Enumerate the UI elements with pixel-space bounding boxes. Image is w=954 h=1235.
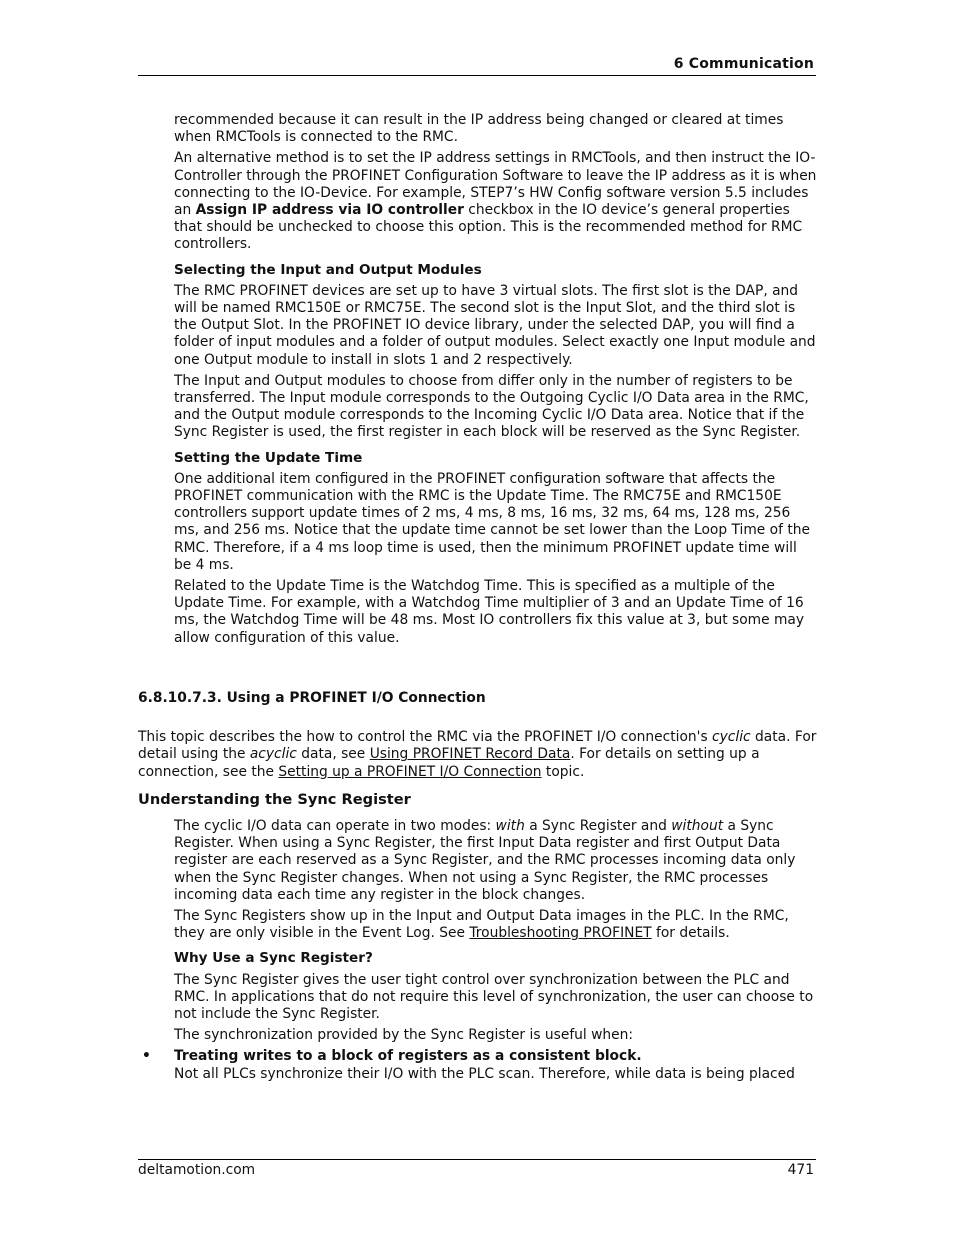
paragraph: The RMC PROFINET devices are set up to have 3 virtual slots. The first slot is the DAP, and will be named RMC150E or RMC75E. The second slot is the Input Slot, and the third slot is the Output Slot. In the PROFINET IO device library, under the selected DAP, you will find a folder of input modules and a folder of output modules. Select exactly one Input module and one Output module to install in slots 1 and 2 respectively.	[174, 282, 816, 368]
paragraph: An alternative method is to set the IP address settings in RMCTools, and then instruct the IO-Controller through the PROFINET Configuration Software to leave the IP address as it is when connecting to the IO-Device. For example, STEP7’s HW Config software version 5.5 includes an Assign IP address via IO controller checkbox in the IO device’s general properties that should be unchecked to choose this option. This is the recommended method for RMC controllers.	[174, 150, 817, 253]
subheading-update-time: Setting the Update Time	[174, 449, 363, 466]
list-item	[138, 1048, 818, 1082]
paragraph: The Sync Registers show up in the Input and Output Data images in the PLC. In the RMC, they are only visible in the Event Log. See Troubleshooting PROFINET for details.	[174, 907, 789, 942]
sync-register-heading: Understanding the Sync Register	[138, 790, 411, 808]
paragraph: One additional item configured in the PROFINET configuration software that affects the PROFINET communication with the RMC is the Update Time. The RMC75E and RMC150E controllers support update times of 2 ms, 4 ms, 8 ms, 16 ms, 32 ms, 64 ms, 128 ms, 256 ms, and 256 ms. Notice that the update time cannot be set lower than the Loop Time of the RMC. Therefore, if a 4 ms loop time is used, then the minimum PROFINET update time will be 4 ms.	[174, 470, 810, 573]
paragraph: Related to the Update Time is the Watchdog Time. This is specified as a multiple of the Update Time. For example, with a Watchdog Time multiplier of 3 and an Update Time of 16 ms, the Watchdog Time will be 48 ms. Most IO controllers fix this value at 3, but some may allow configuration of this value.	[174, 578, 805, 646]
page-content	[138, 112, 818, 1083]
section-intro: This topic describes the how to control the RMC via the PROFINET I/O connection's cyclic data. For detail using the acyclic data, see Using PROFINET Record Data. For details on setting up a connection, see the Setting up a PROFINET I/O Connection topic.	[138, 729, 817, 780]
link-setting-up-profinet-io-connection[interactable]: Setting up a PROFINET I/O Connection	[278, 763, 542, 780]
bold-option-name: Assign IP address via IO controller	[195, 202, 464, 219]
header-divider	[138, 75, 816, 76]
paragraph: The Input and Output modules to choose from differ only in the number of registers to be transferred. The Input module corresponds to the Outgoing Cyclic I/O Data area in the RMC, and the Output module corresponds to the Incoming Cyclic I/O Data area. Notice that if the Sync Register is used, the first register in each block will be reserved as the Sync Register.	[174, 372, 809, 441]
paragraph: The cyclic I/O data can operate in two modes: with a Sync Register and without a Sync Register. When using a Sync Register, the first Input Data register and first Output Data register are each reserved as a Sync Register, and the RMC processes incoming data only when the Sync Register changes. When not using a Sync Register, the RMC processes incoming data each time any register in the block changes.	[174, 817, 796, 903]
footer-divider	[138, 1159, 816, 1160]
paragraph: The synchronization provided by the Sync Register is useful when:	[174, 1027, 634, 1044]
paragraph: The Sync Register gives the user tight control over synchronization between the PLC and RMC. In applications that do not require this level of synchronization, the user can choose to not include the Sync Register.	[174, 971, 814, 1022]
section-heading: 6.8.10.7.3. Using a PROFINET I/O Connection	[138, 689, 486, 706]
bullet-text: Not all PLCs synchronize their I/O with the PLC scan. Therefore, while data is being placed	[174, 1065, 795, 1082]
subheading-input-output-modules: Selecting the Input and Output Modules	[174, 261, 482, 278]
header-section-title: 6 Communication	[673, 56, 814, 72]
subheading-why-sync-register: Why Use a Sync Register?	[174, 950, 373, 967]
paragraph: recommended because it can result in the IP address being changed or cleared at times when RMCTools is connected to the RMC.	[174, 112, 784, 146]
link-using-profinet-record-data[interactable]: Using PROFINET Record Data	[369, 746, 571, 763]
bullet-title: Treating writes to a block of registers as a consistent block.	[174, 1048, 642, 1065]
page-number: 471	[787, 1162, 814, 1178]
footer-site: deltamotion.com	[138, 1162, 256, 1178]
bullet-icon: •	[142, 1048, 151, 1065]
link-troubleshooting-profinet[interactable]: Troubleshooting PROFINET	[469, 925, 652, 942]
